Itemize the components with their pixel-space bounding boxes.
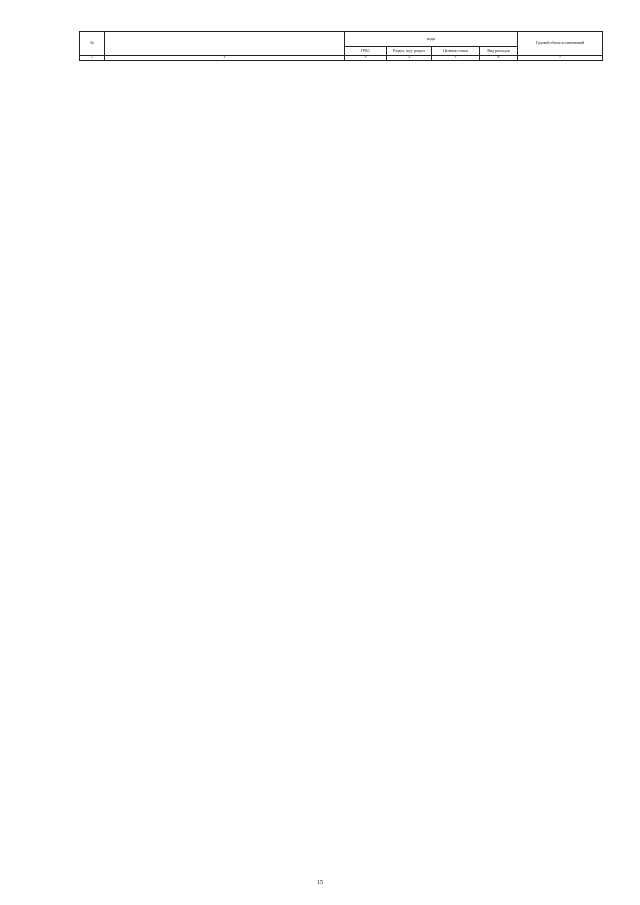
page-number: 15 [316, 879, 324, 886]
budget-table-wrap [79, 31, 602, 61]
column-number: 3 [345, 56, 387, 61]
header-name [105, 32, 345, 56]
header-grbs: ГРБС [345, 47, 387, 56]
header-codes-group: коды [345, 32, 518, 47]
header-vid: Вид расходов [480, 47, 518, 56]
column-number: 1 [80, 56, 105, 61]
column-number: 5 [432, 56, 480, 61]
table-header [80, 32, 603, 61]
header-amount: Годовой объем ассигнований [518, 32, 603, 56]
budget-table [79, 31, 603, 61]
header-razdel: Раздел, под- раздел [387, 47, 432, 56]
column-number-row [80, 56, 603, 61]
column-number: 2 [105, 56, 345, 61]
header-tselevaya: Целевая статья [432, 47, 480, 56]
column-number: 4 [387, 56, 432, 61]
header-number: № [80, 32, 105, 56]
column-number: 7 [518, 56, 603, 61]
column-number: 6 [480, 56, 518, 61]
